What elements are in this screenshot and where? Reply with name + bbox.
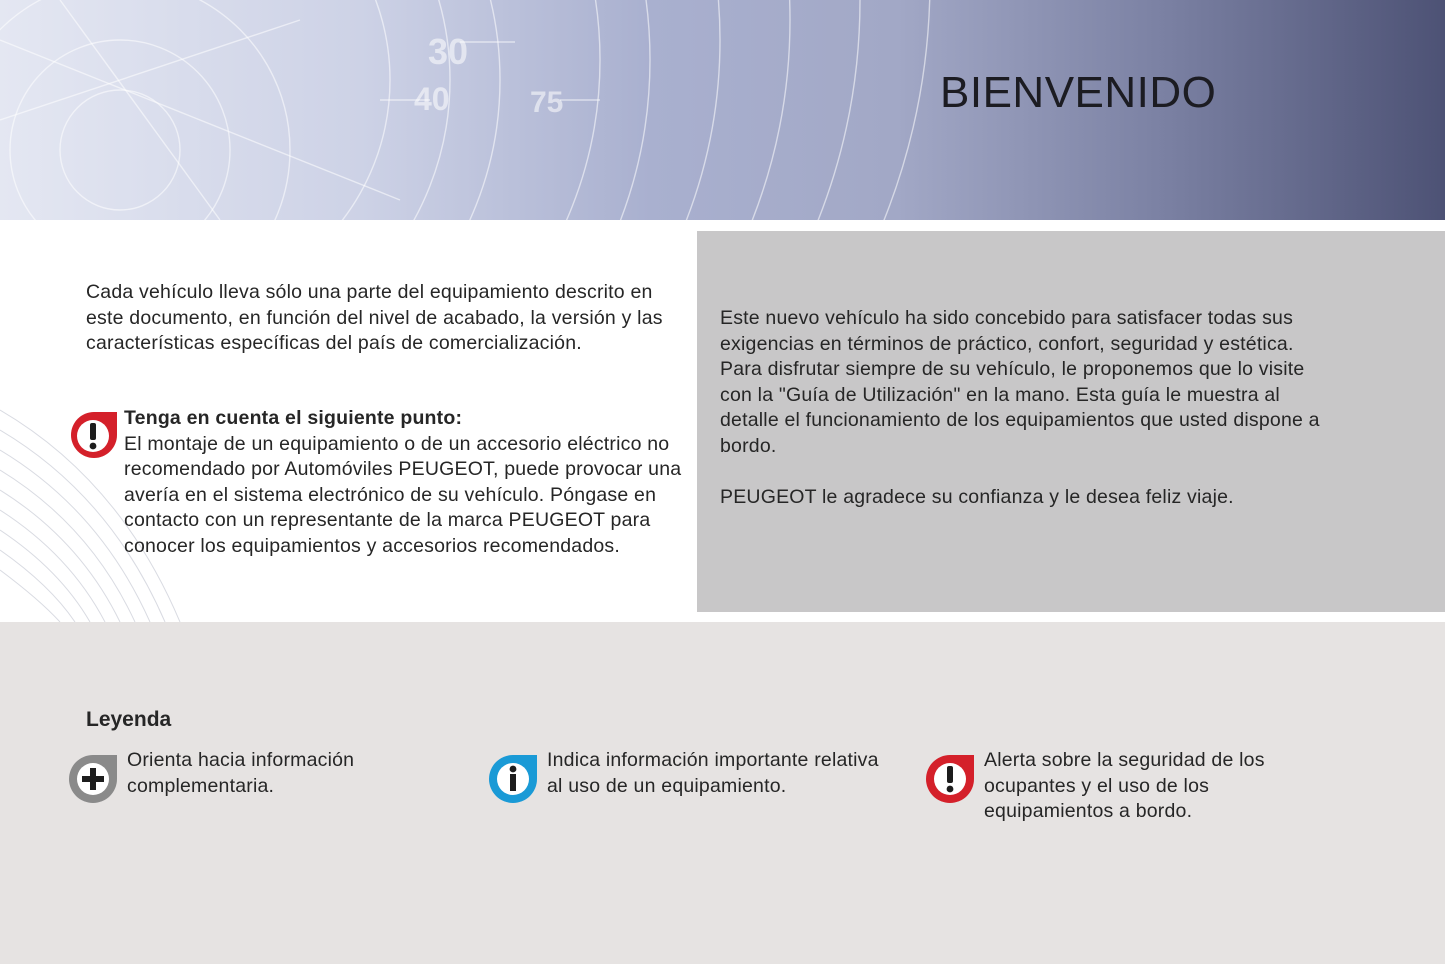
page-title: BIENVENIDO — [940, 68, 1217, 117]
legend-text: Orienta hacia información complementaria. — [127, 749, 355, 797]
legend-title: Leyenda — [86, 708, 172, 731]
welcome-panel — [697, 231, 1445, 612]
svg-text:30: 30 — [428, 31, 469, 72]
speedometer-background-graphic — [0, 0, 1445, 220]
intro-paragraph: Cada vehículo lleva sólo una parte del equipamiento descrito en este documento, en función del nivel de acabado, la versión y las características específicas del país de comercialización. — [86, 281, 663, 354]
plus-icon — [68, 754, 118, 804]
thanks-paragraph: PEUGEOT le agradece su confianza y le desea feliz viaje. — [720, 486, 1234, 508]
legend-section — [0, 622, 1445, 964]
legend-text: Alerta sobre la seguridad de los ocupantes y el uso de los equipamientos a bordo. — [984, 749, 1265, 822]
legend-text: Indica información importante relativa al uso de un equipamiento. — [547, 749, 879, 797]
welcome-text — [720, 306, 1340, 537]
info-icon — [488, 754, 538, 804]
warning-exclamation-icon — [925, 754, 975, 804]
warning-note — [124, 406, 684, 559]
main-content — [0, 220, 1445, 622]
svg-text:40: 40 — [414, 81, 450, 117]
warning-title: Tenga en cuenta el siguiente punto: — [124, 407, 463, 429]
warning-exclamation-icon — [68, 410, 120, 460]
header-banner — [0, 0, 1445, 220]
welcome-paragraph: Este nuevo vehículo ha sido concebido para satisfacer todas sus exigencias en términos de práctico, confort, seguridad y estética. Para disfrutar siempre de su vehículo, le proponemos que lo visite con la "Guía de Utilización" en la mano. Esta guía le muestra al detalle el funcionamiento de los equipamientos que usted dispone a bordo. — [720, 307, 1320, 457]
svg-text:75: 75 — [530, 86, 564, 119]
warning-body: El montaje de un equipamiento o de un accesorio eléctrico no recomendado por Automóviles PEUGEOT, puede provocar una avería en el sistema electrónico de su vehículo. Póngase en contacto con un representante de la marca PEUGEOT para conocer los equipamientos y accesorios recomendados. — [124, 432, 682, 557]
